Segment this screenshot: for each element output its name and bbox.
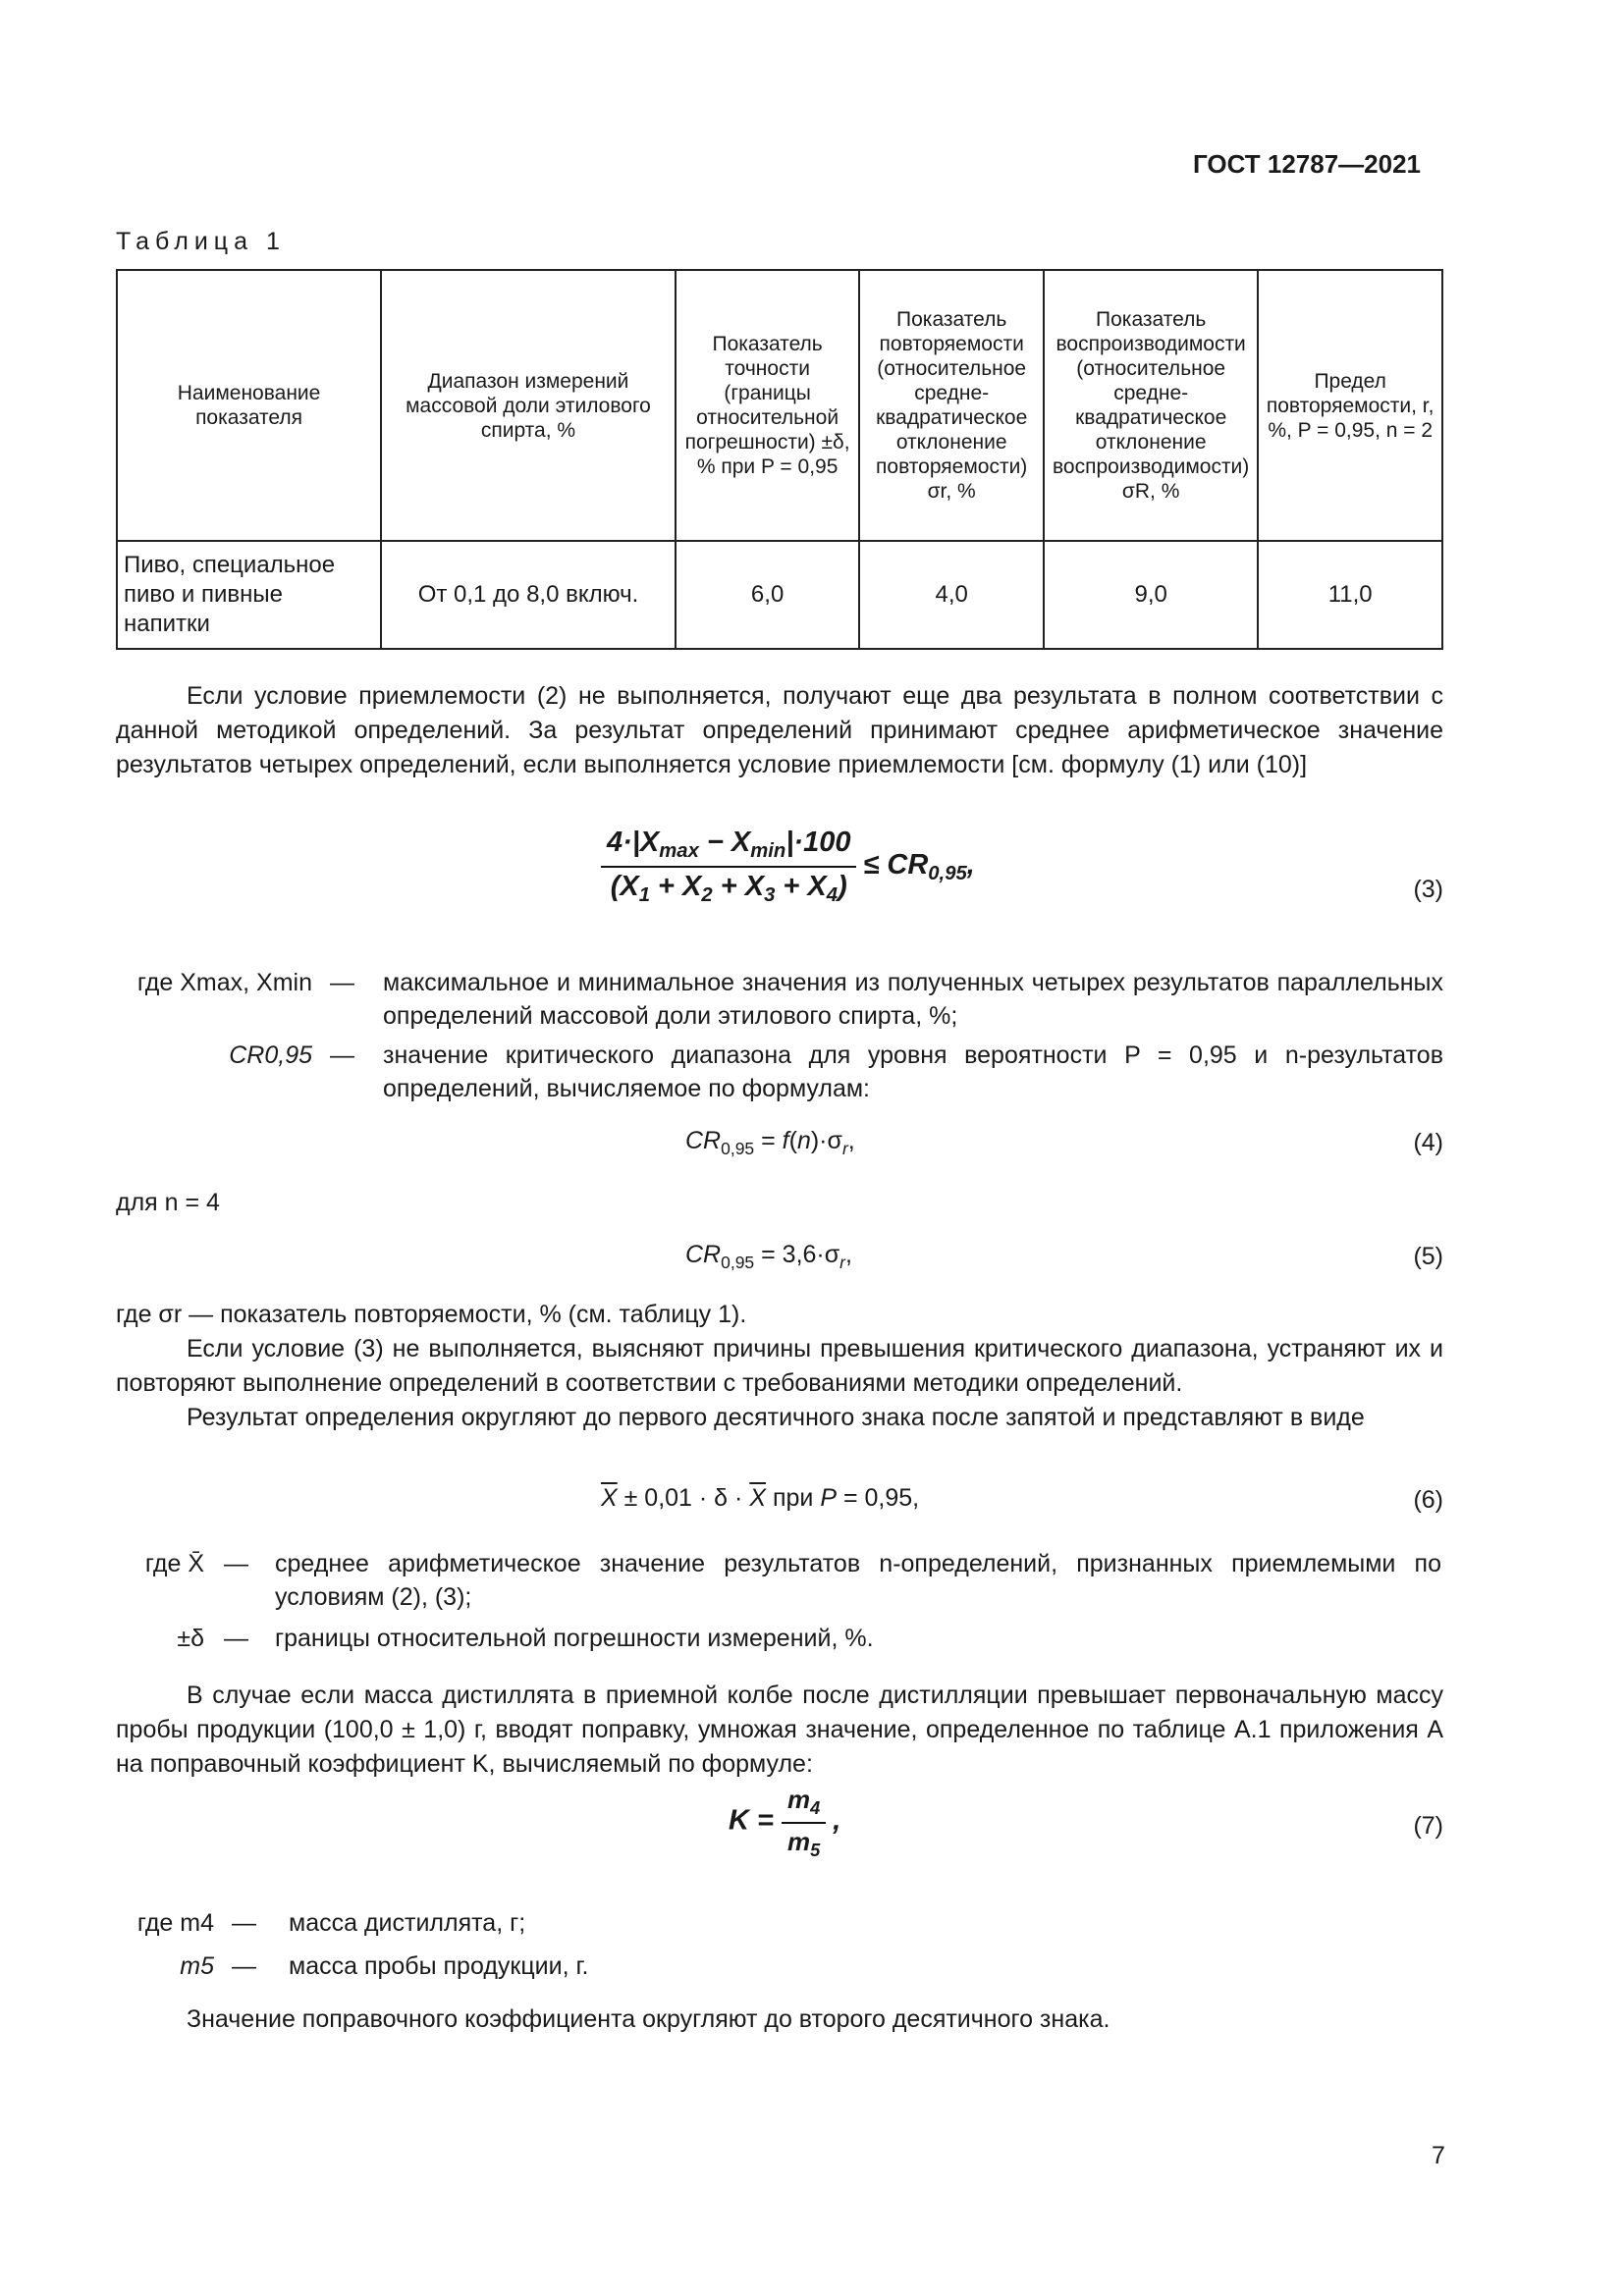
cell-range: От 0,1 до 8,0 включ.	[381, 541, 676, 649]
table-1	[116, 269, 1443, 650]
formula-6-number: (6)	[1413, 1486, 1443, 1514]
cell-repeatability: 4,0	[859, 541, 1044, 649]
definition-delta: ±δ — границы относительной погрешности измерений, %.	[116, 1622, 1443, 1657]
paragraph-1: Если условие приемлемости (2) не выполняется, получают еще два результата в полном соответствии с данной методикой определений. За результат определений принимают среднее арифметическое значение результатов четырех определений, если выполняется условие приемлемости [см. формулу (1) или (10)]	[116, 682, 1443, 778]
paragraph-4: В случае если масса дистиллята в приемной колбе после дистилляции превышает первоначальную массу пробы продукции (100,0 ± 1,0) г, вводят поправку, умножая значение, определенное по таблице А.1 приложения А на поправочный коэффициент K, вычисляемый по формуле:	[116, 1682, 1443, 1778]
th-limit: Предел повторяемости, r, %, P = 0,95, n = 2	[1258, 270, 1442, 541]
th-repeatability: Показатель повторяемости (относительное средне-квадратическое отклонение повторяемости) σr, %	[859, 270, 1044, 541]
page-number: 7	[1432, 2142, 1445, 2169]
cell-reproducibility: 9,0	[1044, 541, 1258, 649]
paragraph-5: Значение поправочного коэффициента округляют до второго десятичного знака.	[187, 2005, 1110, 2033]
definition-term: ±δ	[177, 1625, 204, 1652]
definition-text: масса пробы продукции, г.	[289, 1952, 589, 1980]
definition-xbar: где X̄ — среднее арифметическое значение результатов n-определений, признанных приемлемыми по условиям (2), (3);	[116, 1547, 1443, 1616]
definition-text: значение критического диапазона для уровня вероятности P = 0,95 и n-результатов определений, вычисляемое по формулам:	[383, 1041, 1443, 1102]
definition-xmax-xmin: где Xmax, Xmin — максимальное и минимальное значения из полученных четырех результатов параллельных определений массовой доли этилового спирта, %;	[116, 966, 1443, 1035]
formula-3-number: (3)	[1413, 876, 1443, 903]
th-name: Наименование показателя	[117, 270, 381, 541]
sigma-note: где σr — показатель повторяемости, % (см. таблицу 1).	[116, 1301, 747, 1328]
th-range: Диапазон измерений массовой доли этилового спирта, %	[381, 270, 676, 541]
definition-text: масса дистиллята, г;	[289, 1909, 526, 1937]
for-n-label: для n = 4	[116, 1189, 220, 1216]
definition-m5: m5 — масса пробы продукции, г.	[116, 1949, 1443, 1985]
table-row	[117, 541, 1442, 649]
definition-term: m5	[180, 1952, 214, 1980]
definition-text: максимальное и минимальное значения из полученных четырех результатов параллельных определений массовой доли этилового спирта, %;	[383, 969, 1443, 1030]
formula-7: K = $\frac{m_4}{m_5}$ ,	[729, 1785, 841, 1860]
definition-term: где m4	[136, 1909, 214, 1937]
formula-4-number: (4)	[1413, 1129, 1443, 1156]
cell-accuracy: 6,0	[676, 541, 860, 649]
definition-cr: CR0,95 — значение критического диапазона для уровня вероятности P = 0,95 и n-результатов определений, вычисляемое по формулам:	[116, 1039, 1443, 1107]
cell-limit: 11,0	[1258, 541, 1442, 649]
th-reproducibility: Показатель воспроизводимости (относительное средне-квадратическое отклонение воспроизводимости) σR, %	[1044, 270, 1258, 541]
definition-term: где Xmax, Xmin	[136, 969, 312, 996]
definition-term: CR0,95	[229, 1041, 312, 1069]
formula-6: $\overline{X} \pm 0,01 \cdot \delta \cdot \overline{X}$ при P = 0,95,	[601, 1484, 920, 1512]
formula-5-number: (5)	[1413, 1243, 1443, 1270]
formula-7-number: (7)	[1413, 1812, 1443, 1840]
paragraph-2: Если условие (3) не выполняется, выясняют причины превышения критического диапазона, устраняют их и повторяют выполнение определений в соответствии с требованиями методики определений.	[116, 1335, 1443, 1397]
th-accuracy: Показатель точности (границы относительной погрешности) ±δ, % при P = 0,95	[676, 270, 860, 541]
document-id: ГОСТ 12787—2021	[1193, 149, 1421, 179]
cell-name: Пиво, специальное пиво и пивные напитки	[117, 541, 381, 649]
definition-text: среднее арифметическое значение результатов n-определений, признанных приемлемыми по условиям (2), (3);	[275, 1550, 1441, 1611]
paragraph-3: Результат определения округляют до первого десятичного знака после запятой и представляют в виде	[187, 1404, 1365, 1431]
formula-4: $CR_{0,95} = f(n)\cdot\sigma_r$,	[685, 1127, 855, 1158]
definition-m4: где m4 — масса дистиллята, г;	[116, 1906, 1443, 1942]
table-caption: Таблица 1	[116, 228, 286, 255]
definition-term: где X̄	[144, 1550, 204, 1577]
definition-text: границы относительной погрешности измерений, %.	[275, 1625, 874, 1652]
formula-3: $\frac{4\cdot|X_{max} - X_{min}|\cdot 100}{(X_1 + X_2 + X_3 + X_4)}$ ≤ $CR_{0,95}$,	[601, 827, 975, 907]
formula-5: $CR_{0,95} = 3,6\cdot\sigma_r$,	[685, 1241, 852, 1272]
table-header-row	[117, 270, 1442, 541]
